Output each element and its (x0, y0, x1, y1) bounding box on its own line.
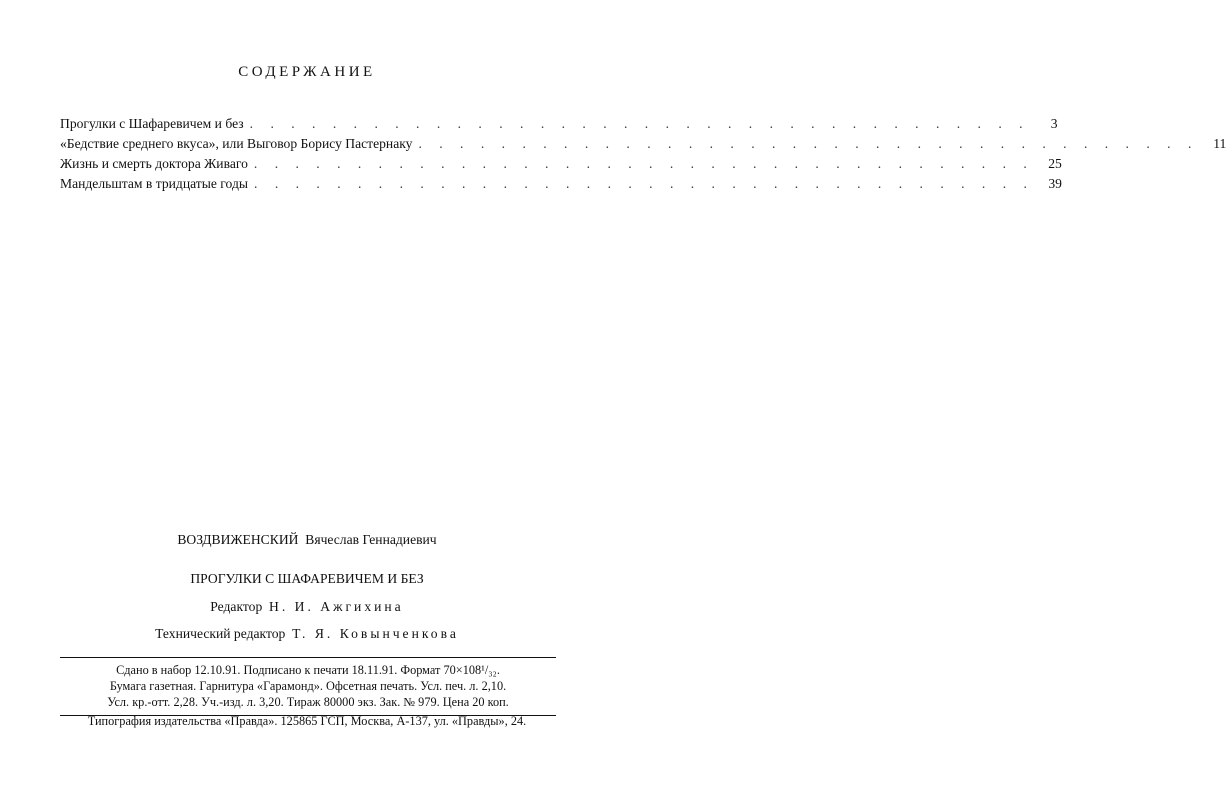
book-title: ПРОГУЛКИ С ШАФАРЕВИЧЕМ И БЕЗ (190, 571, 424, 586)
toc-heading: СОДЕРЖАНИЕ (238, 64, 376, 80)
author-line (0, 532, 614, 548)
tech-editor-name: Т. Я. Ковынченкова (292, 626, 459, 641)
toc-leader-dots: . . . . . . . . . . . . . . . . . . . . . . . . . . . . . . . . . . . . . . (253, 156, 1034, 171)
toc-entry-title: Прогулки с Шафаревичем и без (60, 116, 244, 131)
author-given-name: Вячеслав Геннадиевич (305, 532, 437, 547)
print-specs-box (60, 657, 556, 716)
editor-label: Редактор (210, 599, 263, 614)
toc-entry-page: 11 (1213, 136, 1226, 151)
author-surname: ВОЗДВИЖЕНСКИЙ (177, 532, 299, 547)
toc-entry[interactable] (60, 134, 1226, 154)
toc-entry-page: 39 (1048, 176, 1062, 191)
spec-line: Сдано в набор 12.10.91. Подписано к печати 18.11.91. Формат 70×108¹/₃₂. (116, 663, 500, 677)
toc-entry[interactable] (60, 174, 1062, 194)
spec-line: Бумага газетная. Гарнитура «Гарамонд». Офсетная печать. Усл. печ. л. 2,10. (109, 679, 507, 693)
toc-entry[interactable] (60, 114, 1058, 134)
toc-entry[interactable] (60, 154, 1062, 174)
editor-line (0, 599, 614, 615)
tech-editor-line (0, 626, 614, 642)
table-of-contents (60, 114, 1226, 194)
printer-info: Типография издательства «Правда». 125865 ГСП, Москва, А-137, ул. «Правды», 24. (87, 714, 527, 728)
tech-editor-label: Технический редактор (155, 626, 286, 641)
toc-entry-page: 25 (1048, 156, 1062, 171)
toc-leader-dots: . . . . . . . . . . . . . . . . . . . . . . . . . . . . . . . . . . . . . . (249, 116, 1030, 131)
toc-entry-title: Жизнь и смерть доктора Живаго (60, 156, 248, 171)
toc-leader-dots: . . . . . . . . . . . . . . . . . . . . . . . . . . . . . . . . . . . . . . (254, 176, 1034, 191)
toc-entry-title: Мандельштам в тридцатые годы (60, 176, 249, 191)
toc-entry-title: «Бедствие среднего вкуса», или Выговор Борису Пастернаку (60, 136, 413, 151)
toc-leader-dots: . . . . . . . . . . . . . . . . . . . . . . . . . . . . . . . . . . . . . . (418, 136, 1199, 151)
toc-entry-page: 3 (1050, 116, 1058, 131)
editor-name: Н. И. Ажгихина (269, 599, 404, 614)
spec-line: Усл. кр.-отт. 2,28. Уч.-изд. л. 3,20. Тираж 80000 экз. Зак. № 979. Цена 20 коп. (107, 695, 509, 709)
